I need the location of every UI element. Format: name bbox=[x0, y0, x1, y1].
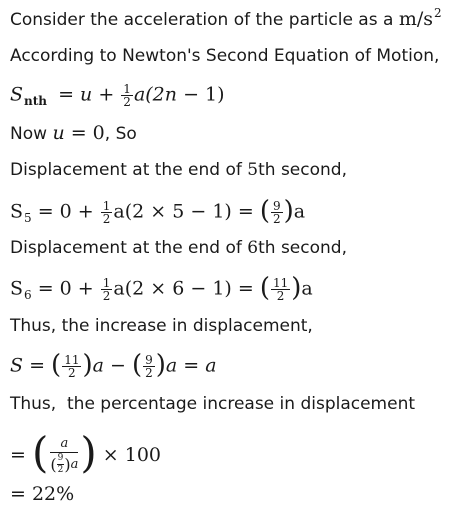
s6-equation: $S_6 = 0$ + $\frac{1}{2}$ a(2 × 6 − 1) = ( $\frac{11}{2}$ )a bbox=[10, 272, 313, 303]
line-percentage-equation bbox=[10, 428, 162, 477]
line-snth-formula bbox=[10, 83, 225, 108]
line-increase-equation bbox=[10, 349, 217, 380]
percentage-fraction: a ( $\frac{9}{2}$ ) a bbox=[50, 436, 79, 475]
line-newton-equation-intro: According to Newton's Second Equation of Motion, bbox=[10, 46, 440, 66]
unit-expression: $m/s^2$ bbox=[398, 6, 442, 30]
line-increase-heading: Thus, the increase in displacement, bbox=[10, 316, 313, 336]
s5-equation: $S_5 = 0$ + $\frac{1}{2}$ a(2 × 5 − 1) = ( $\frac{9}{2}$ )a bbox=[10, 195, 306, 226]
line-6th-second-heading: Displacement at the end of 6th second, bbox=[10, 238, 347, 258]
snth-formula: $S_{nth} = u$ + $\frac{1}{2}$ a(2n − 1) bbox=[10, 82, 225, 109]
line-initial-velocity: Now u = 0, So bbox=[10, 122, 137, 144]
intro-text: Consider the acceleration of the particle as a bbox=[10, 10, 399, 30]
line-acceleration-intro bbox=[10, 6, 442, 31]
fraction-half: $\frac{1}{2}$ bbox=[123, 82, 131, 109]
line-final-answer: = 22% bbox=[10, 483, 75, 505]
increase-equation: S = ( $\frac{11}{2}$ )a − ( $\frac{9}{2}$ )a = a bbox=[10, 349, 217, 380]
line-s6-equation bbox=[10, 272, 313, 303]
line-percentage-heading: Thus, the percentage increase in displacement bbox=[10, 394, 416, 414]
line-5th-second-heading: Displacement at the end of 5th second, bbox=[10, 160, 347, 180]
line-s5-equation bbox=[10, 195, 306, 226]
percentage-equation: = ( a ( $\frac{9}{2}$ ) a ) × 100 bbox=[10, 428, 162, 477]
